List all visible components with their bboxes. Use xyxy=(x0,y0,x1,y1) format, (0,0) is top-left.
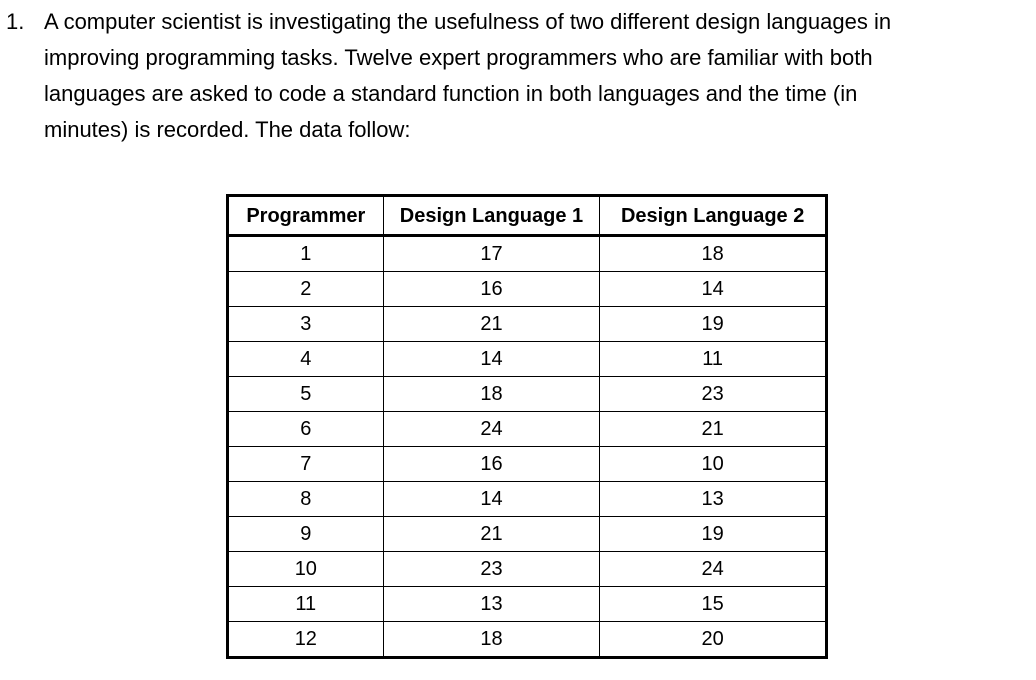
cell-design-language-1: 14 xyxy=(383,482,600,517)
table-row xyxy=(228,412,827,447)
table-row xyxy=(228,622,827,658)
cell-programmer: 7 xyxy=(228,447,384,482)
cell-design-language-2: 10 xyxy=(600,447,827,482)
table-row xyxy=(228,587,827,622)
header-design-language-1: Design Language 1 xyxy=(383,196,600,236)
cell-design-language-1: 17 xyxy=(383,236,600,272)
table-row xyxy=(228,447,827,482)
table-row xyxy=(228,552,827,587)
cell-design-language-2: 19 xyxy=(600,307,827,342)
cell-design-language-1: 13 xyxy=(383,587,600,622)
cell-design-language-1: 14 xyxy=(383,342,600,377)
table-row xyxy=(228,377,827,412)
cell-programmer: 4 xyxy=(228,342,384,377)
cell-design-language-1: 16 xyxy=(383,447,600,482)
cell-design-language-2: 18 xyxy=(600,236,827,272)
question-line: languages are asked to code a standard function in both languages and the time (in xyxy=(44,81,858,106)
cell-design-language-1: 16 xyxy=(383,272,600,307)
cell-design-language-2: 20 xyxy=(600,622,827,658)
cell-design-language-1: 21 xyxy=(383,517,600,552)
question-number: 1. xyxy=(6,9,25,34)
cell-programmer: 8 xyxy=(228,482,384,517)
data-table xyxy=(226,194,828,659)
table-row xyxy=(228,307,827,342)
table-row xyxy=(228,236,827,272)
table-row xyxy=(228,517,827,552)
cell-programmer: 11 xyxy=(228,587,384,622)
cell-design-language-2: 21 xyxy=(600,412,827,447)
cell-design-language-2: 19 xyxy=(600,517,827,552)
cell-design-language-2: 23 xyxy=(600,377,827,412)
question-line: minutes) is recorded. The data follow: xyxy=(44,117,411,142)
question-text xyxy=(44,4,1029,148)
cell-programmer: 1 xyxy=(228,236,384,272)
table-row xyxy=(228,482,827,517)
cell-design-language-1: 18 xyxy=(383,622,600,658)
cell-design-language-1: 23 xyxy=(383,552,600,587)
cell-design-language-1: 21 xyxy=(383,307,600,342)
header-programmer: Programmer xyxy=(228,196,384,236)
cell-design-language-2: 13 xyxy=(600,482,827,517)
cell-design-language-1: 24 xyxy=(383,412,600,447)
cell-programmer: 2 xyxy=(228,272,384,307)
question-line: A computer scientist is investigating the usefulness of two different design languages in xyxy=(44,9,892,34)
cell-design-language-2: 24 xyxy=(600,552,827,587)
header-row xyxy=(228,196,827,236)
cell-programmer: 10 xyxy=(228,552,384,587)
cell-programmer: 6 xyxy=(228,412,384,447)
cell-programmer: 5 xyxy=(228,377,384,412)
cell-design-language-1: 18 xyxy=(383,377,600,412)
table-row xyxy=(228,272,827,307)
header-design-language-2: Design Language 2 xyxy=(600,196,827,236)
cell-programmer: 3 xyxy=(228,307,384,342)
cell-design-language-2: 15 xyxy=(600,587,827,622)
cell-programmer: 9 xyxy=(228,517,384,552)
cell-design-language-2: 11 xyxy=(600,342,827,377)
question-line: improving programming tasks. Twelve expert programmers who are familiar with both xyxy=(44,45,873,70)
cell-programmer: 12 xyxy=(228,622,384,658)
cell-design-language-2: 14 xyxy=(600,272,827,307)
table-row xyxy=(228,342,827,377)
